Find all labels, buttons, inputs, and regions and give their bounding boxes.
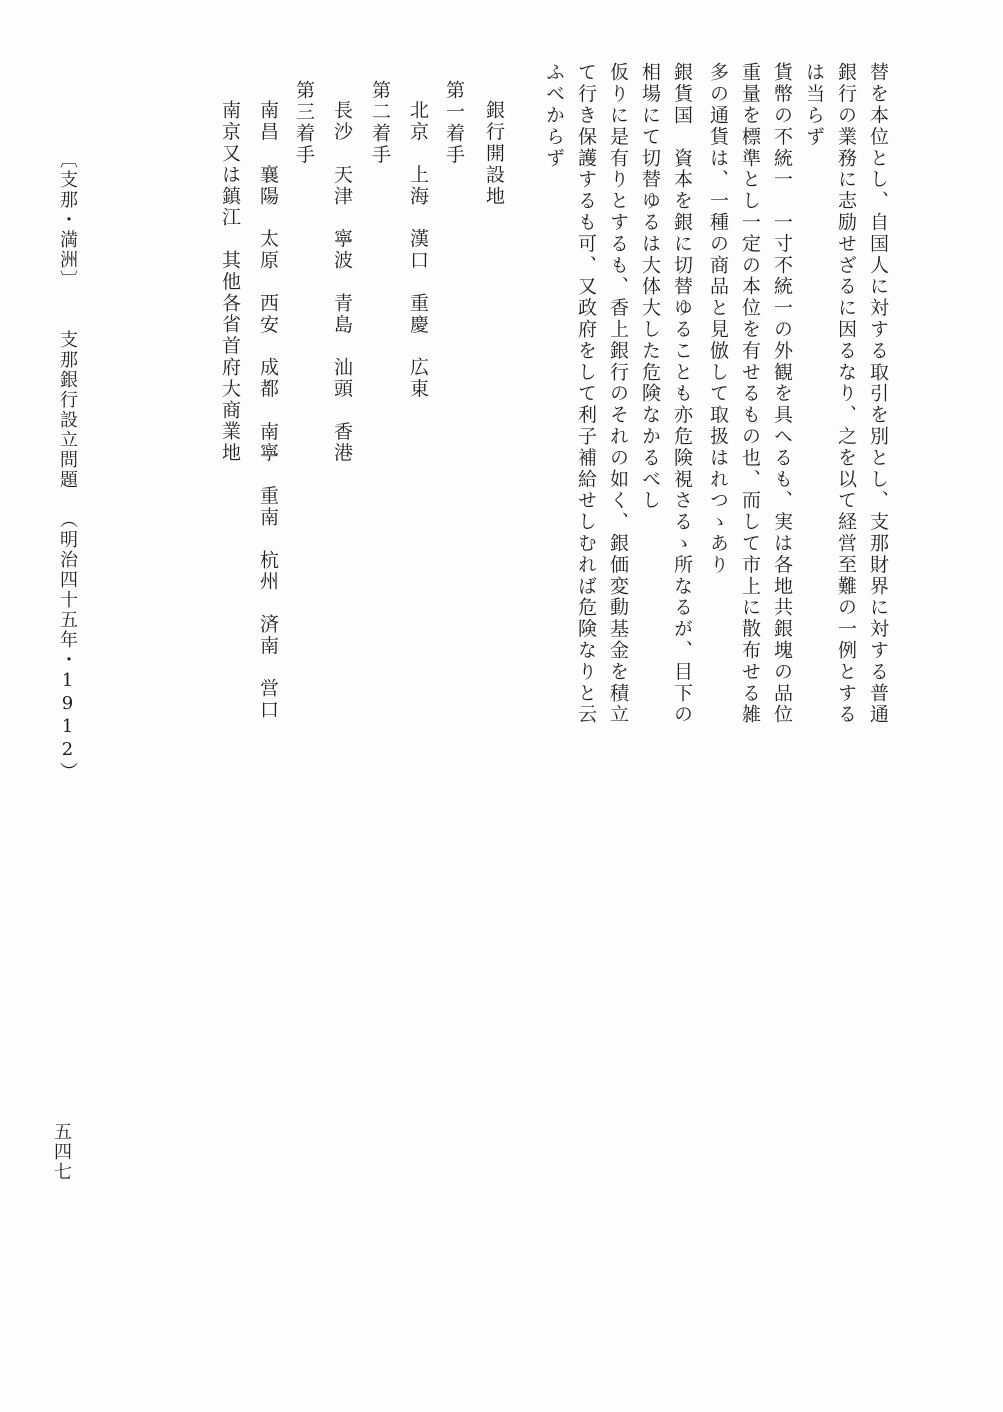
city: 営口 — [257, 677, 279, 721]
section-label: 第一着手 — [443, 80, 465, 166]
city: 襄陽 — [257, 164, 279, 208]
city: 上海 — [407, 164, 429, 208]
body-text-line: 替を本位とし、自国人に対する取引を別とし、支那財界に対する普通 — [867, 62, 889, 726]
city: 長沙 — [331, 100, 353, 143]
city: 漢口 — [407, 228, 429, 272]
body-text-line: 銀行の業務に志励せざるに因るなり、之を以て経営至難の一例とする — [835, 62, 857, 726]
city: 汕頭 — [331, 356, 353, 400]
section-label: 第三着手 — [293, 80, 315, 166]
city: 太原 — [257, 228, 279, 272]
section-title: 銀行開設地 — [483, 100, 505, 207]
city-list — [258, 100, 277, 721]
city: 済南 — [257, 613, 279, 657]
body-text-line: は当らず — [803, 62, 825, 148]
body-text-line: 銀貨国 資本を銀に切替ゆることも亦危険視さるゝ所なるが、目下の — [671, 62, 693, 726]
city: 香港 — [331, 421, 353, 464]
city: 寧波 — [331, 228, 353, 272]
city: 重南 — [257, 485, 279, 529]
city: 成都 — [257, 356, 279, 400]
city: 南昌 — [257, 100, 279, 143]
city: 重慶 — [407, 292, 429, 336]
body-text-line: 南京又は鎮江 其他各省首府大商業地 — [219, 100, 241, 464]
body-text-line: 多の通貨は、一種の商品と見倣して取扱はれつゝあり — [707, 62, 729, 576]
body-text-line: 相場にて切替ゆるは大体大した危険なかるべし — [639, 62, 661, 512]
city: 杭州 — [257, 549, 279, 593]
body-text-line: 仮りに是有りとするも、香上銀行のそれの如く、銀価変動基金を積立 — [607, 62, 629, 726]
page-number: 五四七 — [51, 1122, 72, 1182]
body-text-line: 貨幣の不統一 一寸不統一の外観を具へるも、実は各地共銀塊の品位 — [771, 62, 793, 726]
city: 南寧 — [257, 421, 279, 464]
city: 広東 — [407, 356, 429, 400]
city-list — [332, 100, 351, 464]
city: 西安 — [257, 292, 279, 336]
city-list — [408, 100, 427, 400]
running-header-title: 支那銀行設立問題 — [57, 330, 78, 490]
body-text-line: て行き保護するも可、又政府をして利子補給せしむれば危険なりと云 — [575, 62, 597, 726]
city: 青島 — [331, 292, 353, 336]
running-header-date: （明治四十五年・1912） — [57, 510, 78, 782]
section-label: 第二着手 — [369, 80, 391, 166]
running-header — [58, 150, 76, 782]
body-text-line: 重量を標準とし一定の本位を有せるもの也、而して市上に散布せる雑 — [739, 62, 761, 726]
city: 北京 — [407, 100, 429, 143]
city: 天津 — [331, 164, 353, 208]
body-text-line: ふべからず — [543, 62, 565, 169]
running-header-section: 〔支那・満洲〕 — [57, 150, 78, 290]
